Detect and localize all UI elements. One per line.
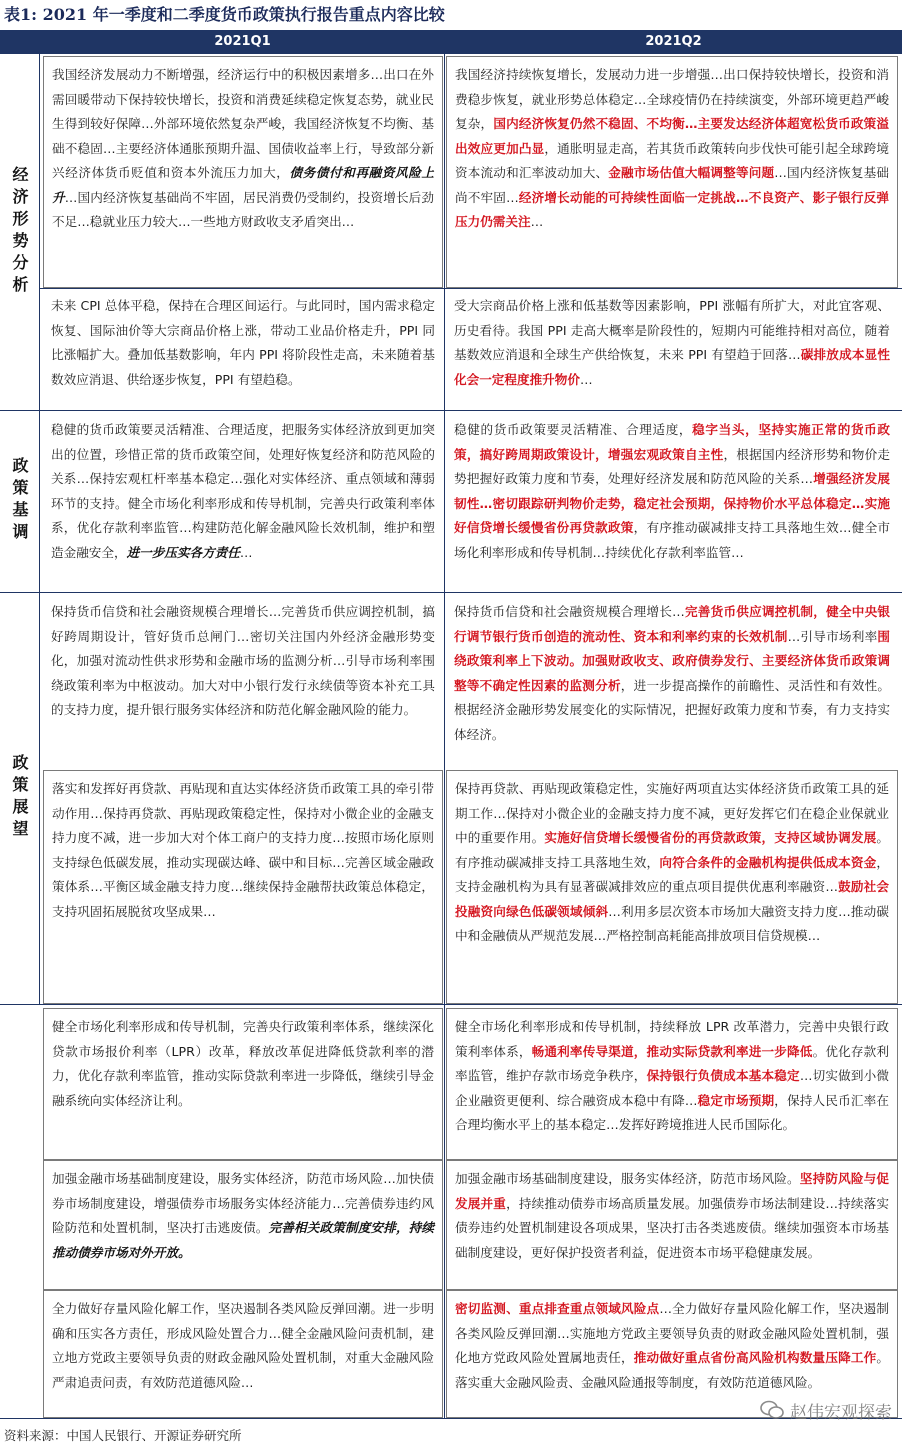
section-label-policy-tone: 政策基调 xyxy=(0,410,40,592)
watermark-text: 赵伟宏观探索 xyxy=(790,1402,892,1423)
cell-text: …利用多层次资本市场加大融资支持力度…推动碳中和金融债从严规范发展…严格控制高耗能高排放项目信贷规模… xyxy=(455,903,890,943)
table-header xyxy=(0,30,902,54)
cell-text: …国内经济恢复基础尚不牢固，居民消费仍受制约，投资增长后劲不足…稳就业压力较大…一些地方财政收支矛盾突出… xyxy=(52,189,435,229)
highlighted-text: 完善货币供应调控机制，健全中央银行调节银行货币创造的流动性、资本和利率约束的长效机制 xyxy=(454,604,891,644)
section-divider xyxy=(0,592,902,593)
highlighted-text: 增强经济发展韧性…密切跟踪研判物价走势，稳定社会预期，保持物价水平总体稳定…实施好信贷增长缓慢省份再贷款政策 xyxy=(454,471,891,535)
table-cell-2021q2 xyxy=(446,594,898,770)
cell-text: …切实做到小微企业融资更便利、综合融资成本稳中有降… xyxy=(455,1068,890,1108)
highlighted-text: 畅通利率传导渠道，推动实际贷款利率进一步降低 xyxy=(531,1043,813,1059)
cell-text: … xyxy=(530,214,544,229)
cell-text: ，根据国内经济形势和物价走势把握好政策力度和节奏，处理好经济发展和防范风险的关系… xyxy=(454,446,891,486)
section-label-policy-outlook: 政策展望 xyxy=(0,592,40,1004)
table-cell-2021q1 xyxy=(43,1008,443,1160)
cell-text: 稳健的货币政策要灵活精准、合理适度， xyxy=(454,422,693,437)
cell-text: ，有序推动碳减排支持工具落地生效…健全市场化利率形成和传导机制…持续优化存款利率监管… xyxy=(454,520,891,560)
cell-text: 我国经济发展动力不断增强，经济运行中的积极因素增多…出口在外需回暖带动下保持较快增长，投资和消费延续稳定恢复态势，就业民生得到较好保障…外部环境依然复杂严峻，我国经济恢复不均衡、基础不稳固…主要经济体通胀预期升温、国债收益率上行，导致部分新兴经济体货币贬值和资本外流压力加大， xyxy=(52,67,434,180)
table-cell-2021q2 xyxy=(446,1008,898,1160)
table-cell-2021q1 xyxy=(43,770,443,1004)
section-divider xyxy=(0,410,902,411)
table-number: 表1: xyxy=(4,5,38,24)
highlighted-text: 实施好信贷增长缓慢省份的再贷款政策，支持区域协调发展 xyxy=(544,830,877,845)
cell-text: 。优化存款利率监管，维护存款市场竞争秩序， xyxy=(455,1043,890,1083)
highlighted-text: 鼓励社会投融资向绿色低碳领域倾斜 xyxy=(455,879,890,919)
table-cell-2021q1 xyxy=(43,1290,443,1418)
highlighted-text: 国内经济恢复仍然不稳固、不均衡…主要发达经济体超宽松货币政策溢出效应更加凸显 xyxy=(455,116,890,156)
column-header-q1: 2021Q1 xyxy=(214,34,271,49)
highlighted-text: 坚持防风险与促发展并重 xyxy=(455,1171,890,1211)
cell-text: ，支持金融机构为具有显著碳减排效应的重点项目提供优惠利率融资… xyxy=(455,854,890,894)
cell-text: 我国经济持续恢复增长，发展动力进一步增强…出口保持较快增长，投资和消费稳步恢复，就业形势总体稳定…全球疫情仍在持续演变，外部环境更趋严峻复杂， xyxy=(455,67,889,131)
cell-text: ，保持人民币汇率在合理均衡水平上的基本稳定…发挥好跨境推进人民币国际化。 xyxy=(455,1092,890,1132)
cell-text: 受大宗商品价格上涨和低基数等因素影响，PPI 涨幅有所扩大，对此宜客观、历史看待。我国 PPI 走高大概率是阶段性的，短期内可能维持相对高位，随着基数效应消退和全球生产供给恢复，未来 PPI 有望趋于回落… xyxy=(454,298,890,362)
table-cell-2021q2 xyxy=(446,412,898,592)
table-cell-2021q2 xyxy=(446,770,898,1004)
cell-text: 未来 CPI 总体平稳，保持在合理区间运行。与此同时，国内需求稳定恢复、国际油价等大宗商品价格上涨，带动工业品价格走升，PPI 同比涨幅扩大。叠加低基数影响，年内 PPI 将阶段性走高，未来随着基数效应消退、供给逐步恢复，PPI 有望趋稳。 xyxy=(51,298,435,387)
highlighted-text: 向符合条件的金融机构提供低成本资金 xyxy=(659,854,877,870)
column-divider xyxy=(444,54,445,1418)
emphasized-text: 完善相关政策制度安排，持续推动债券市场对外开放。 xyxy=(52,1220,435,1260)
highlighted-text: 围绕政策利率上下波动。加强财政收支、政府债券发行、主要经济体货币政策调整等不确定性因素的监测分析 xyxy=(454,628,891,693)
highlighted-text: 碳排放成本显性化会一定程度推升物价 xyxy=(454,347,890,387)
table-title xyxy=(0,0,902,30)
wechat-icon xyxy=(760,1400,784,1420)
table-title-text: 2021 年一季度和二季度货币政策执行报告重点内容比较 xyxy=(42,5,445,24)
table-cell-2021q1 xyxy=(43,1160,443,1290)
table-cell-2021q2 xyxy=(446,56,898,288)
table-cell-2021q1 xyxy=(43,412,443,592)
table-cell-2021q2 xyxy=(446,288,898,410)
emphasized-text: 债务债付和再融资风险上升 xyxy=(52,165,435,205)
cell-text: … xyxy=(579,371,593,387)
highlighted-text: 保持银行负债成本基本稳定 xyxy=(646,1068,800,1083)
column-header-q2: 2021Q2 xyxy=(645,34,702,49)
highlighted-text: 密切监测、重点排查重点领域风险点 xyxy=(455,1301,660,1316)
cell-text: 保持货币信贷和社会融资规模合理增长…完善货币供应调控机制，搞好跨周期设计，管好货币总闸门…密切关注国内外经济金融形势变化，加强对流动性供求形势和金融市场的监测分析…引导市场利率围绕政策利率为中枢波动。加大对中小银行发行永续债等资本补充工具的支持力度，提升银行服务实体经济和防范化解金融风险的能力。 xyxy=(51,604,435,717)
cell-text: ，持续推动债券市场高质量发展。加强债券市场法制建设…持续落实债券违约处置机制建设各项成果，坚决打击各类逃废债。继续加强资本市场基础制度建设，更好保护投资者利益，促进资本市场平稳健康发展。 xyxy=(455,1195,890,1260)
cell-text: 稳健的货币政策要灵活精准、合理适度，把服务实体经济放到更加突出的位置，珍惜正常的货币政策空间，处理好恢复经济和防范风险的关系…保持宏观杠杆率基本稳定…强化对实体经济、重点领域和薄弱环节的支持。健全市场化利率形成和传导机制，完善央行政策利率体系，优化存款利率监管…构建防范化解金融风险长效机制，维护和塑造金融安全， xyxy=(51,422,435,560)
cell-text: 保持货币信贷和社会融资规模合理增长… xyxy=(454,604,685,619)
cell-text: ，通胀明显走高，若其货币政策转向步伐快可能引起全球跨境资本流动和汇率波动加大、 xyxy=(455,140,890,180)
table-cell-2021q1 xyxy=(43,288,443,410)
highlighted-text: 推动做好重点省份高风险机构数量压降工作 xyxy=(633,1350,877,1365)
table-cell-2021q2 xyxy=(446,1160,898,1290)
cell-text: …全力做好存量风险化解工作，坚决遏制各类风险反弹回潮…实施地方党政主要领导负责的财政金融风险处置机制，强化地方党政风险处置属地责任， xyxy=(455,1301,890,1365)
cell-text: 健全市场化利率形成和传导机制，持续释放 LPR 改革潜力，完善中央银行政策利率体系， xyxy=(455,1019,889,1059)
cell-text: …国内经济恢复基础尚不牢固… xyxy=(455,165,890,205)
cell-text: 落实和发挥好再贷款、再贴现和直达实体经济货币政策工具的牵引带动作用…保持再贷款、再贴现政策稳定性，保持对小微企业的金融支持力度不减，进一步加大对个体工商户的支持力度…按照市场化原则支持绿色低碳发展，推动实现碳达峰、碳中和目标…完善区域金融政策体系…平衡区域金融支持力度…继续保持金融帮扶政策总体稳定，支持巩固拓展脱贫攻坚成果… xyxy=(52,781,434,919)
cell-text: 加强金融市场基础制度建设，服务实体经济，防范市场风险…加快债券市场制度建设，增强债券市场服务实体经济能力…完善债券违约风险防范和处置机制，坚决打击逃废债。 xyxy=(52,1171,434,1235)
cell-text: 全力做好存量风险化解工作，坚决遏制各类风险反弹回潮。进一步明确和压实各方责任，形成风险处置合力…健全金融风险问责机制，建立地方党政主要领导负责的财政金融风险处置机制，对重大金融风险严肃追责问责，有效防范道德风险… xyxy=(52,1301,434,1390)
cell-text: 保持再贷款、再贴现政策稳定性，实施好两项直达实体经济货币政策工具的延期工作…保持对小微企业的金融支持力度不减，更好发挥它们在稳企业保就业中的重要作用。 xyxy=(455,781,889,845)
cell-text: 健全市场化利率形成和传导机制，完善央行政策利率体系，继续深化贷款市场报价利率（LPR）改革，释放改革促进降低贷款利率的潜力，优化存款利率监管，推动实际贷款利率进一步降低，继续引导金融系统向实体经济让利。 xyxy=(52,1019,434,1108)
cell-text: 加强金融市场基础制度建设，服务实体经济，防范市场风险。 xyxy=(455,1171,800,1186)
emphasized-text: 进一步压实各方责任 xyxy=(126,544,240,560)
cell-text: …引导市场利率 xyxy=(787,628,878,644)
section-label-economy: 经济形势分析 xyxy=(0,54,40,410)
cell-text: 。有序推动碳减排支持工具落地生效， xyxy=(455,830,890,870)
highlighted-text: 稳定市场预期 xyxy=(697,1092,775,1108)
cell-text: 。落实重大金融风险责、金融风险通报等制度，有效防范道德风险。 xyxy=(455,1350,890,1390)
cell-text: ，进一步提高操作的前瞻性、灵活性和有效性。根据经济金融形势发展变化的实际情况，把握好政策力度和节奏，有力支持实体经济。 xyxy=(454,677,891,742)
table-cell-2021q1 xyxy=(43,594,443,770)
watermark xyxy=(760,1397,892,1423)
cell-text: … xyxy=(239,544,253,560)
highlighted-text: 经济增长动能的可持续性面临一定挑战…不良资产、影子银行反弹压力仍需关注 xyxy=(455,189,890,229)
row-divider xyxy=(40,288,902,289)
source-note: 资料来源：中国人民银行、开源证券研究所 xyxy=(4,1428,242,1443)
table-cell-2021q1 xyxy=(43,56,443,288)
highlighted-text: 金融市场估值大幅调整等问题 xyxy=(608,165,775,180)
section-divider xyxy=(0,1004,902,1005)
highlighted-text: 稳字当头，坚持实施正常的货币政策，搞好跨周期政策设计，增强宏观政策自主性 xyxy=(454,422,891,462)
